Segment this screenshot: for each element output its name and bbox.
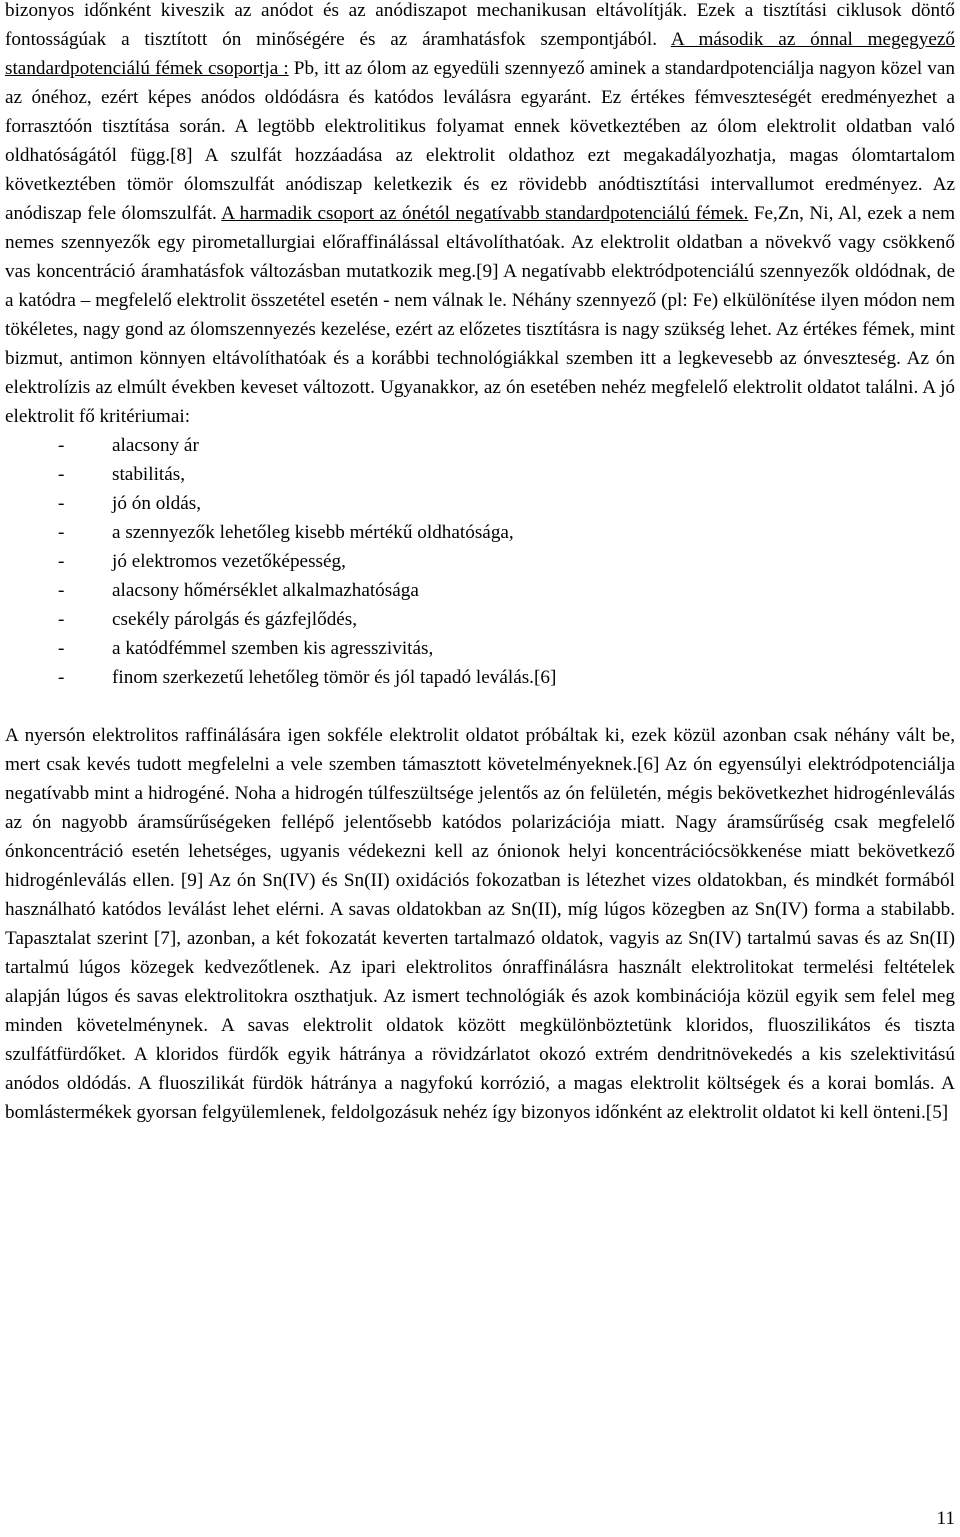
- second-group-heading: A második az ónnal megegyező standardpotenciálú fémek csoportja :: [5, 29, 955, 79]
- list-item-text: jó ón oldás,: [112, 493, 202, 514]
- list-item: [5, 576, 955, 605]
- list-item: [5, 431, 955, 460]
- list-item: [5, 663, 955, 692]
- list-item: [5, 605, 955, 634]
- list-dash: -: [58, 493, 65, 514]
- third-group-heading: A harmadik csoport az ónétól negatívabb standardpotenciálú fémek.: [221, 203, 749, 224]
- list-item-text: jó elektromos vezetőképesség,: [112, 551, 346, 572]
- list-item-text: csekély párolgás és gázfejlődés,: [112, 609, 358, 630]
- list-item-text: alacsony ár: [112, 435, 199, 456]
- list-dash: -: [58, 522, 65, 543]
- paragraph-text: bizonyos időnként kiveszik az anódot és az anódiszapot mechanikusan eltávolítják. Ezek a tisztítási ciklusok döntő fontosságúak a tisztított ón minőségére és az áramhatásfok szempontjából.: [5, 0, 955, 50]
- list-item-text: a katódfémmel szemben kis agresszivitás,: [112, 638, 434, 659]
- page-number: 11: [936, 1508, 955, 1529]
- list-item: [5, 489, 955, 518]
- list-dash: -: [58, 435, 65, 456]
- paragraph-text: Pb, itt az ólom az egyedüli szennyező aminek a standardpotenciálja nagyon közel van az ónéhoz, ezért képes anódos oldódásra és katódos leválásra egyaránt. Ez értékes fémveszteségét eredményezhet a forrasztóón tisztítása során. A legtöbb elektrolitikus folyamat ennek következtében az ólom elektrolit oldatban való oldhatóságától függ.[8] A szulfát hozzáadása az elektrolit oldathoz ezt megakadályozhatja, magas ólomtartalom következtében tömör ólomszulfát anódiszap keletkezik és ez rövidebb anódtisztítási intervallumot eredményez. Az anódiszap fele ólomszulfát.: [5, 58, 955, 224]
- electrolyte-criteria-list: [5, 431, 955, 692]
- list-dash: -: [58, 667, 65, 688]
- list-item-text: a szennyezők lehetőleg kisebb mértékű oldhatósága,: [112, 522, 514, 543]
- list-dash: -: [58, 638, 65, 659]
- paragraph-impurity-groups: [5, 0, 955, 431]
- list-dash: -: [58, 464, 65, 485]
- paragraph-raw-tin-refining: A nyersón elektrolitos raffinálására igen sokféle elektrolit oldatot próbáltak ki, ezek közül azonban csak néhány vált be, mert csak kevés tudott megfelelni a vele szemben támasztott követelményeknek.[6] Az ón egyensúlyi elektródpotenciálja negatívabb mint a hidrogéné. Noha a hidrogén túlfeszültsége jelentős az ón felületén, mégis bekövetkezhet hidrogénleválás az ón nagyobb áramsűrűségeken fellépő jelentősebb katódos polarizációja miatt. Nagy áramsűrűség csak megfelelő ónkoncentráció esetén lehetséges, ugyanis védekezni kell az ónionok helyi koncentrációcsökkenése miatt bekövetkező hidrogénleválás ellen. [9] Az ón Sn(IV) és Sn(II) oxidációs fokozatban is létezhet vizes oldatokban, és mindkét formából használható katódos leválást lehet elérni. A savas oldatokban az Sn(II), míg lúgos közegben az Sn(IV) forma a stabilabb. Tapasztalat szerint [7], azonban, a két fokozatát keverten tartalmazó oldatok, vagyis az Sn(IV) tartalmú savas és az Sn(II) tartalmú lúgos közegek kedvezőtlenek. Az ipari elektrolitos ónraffinálásra használt elektrolitokat termelési feltételek alapján lúgos és savas elektrolitokra oszthatjuk. Az ismert technológiák és azok kombinációja közül egyik sem felel meg minden követelménynek. A savas elektrolit oldatok között megkülönböztetünk kloridos, fluoszilikátos és tiszta szulfátfürdőket. A kloridos fürdők egyik hátránya a rövidzárlatot okozó extrém dendritnövekedés a kis szelektivitású anódos oldódás. A fluoszilikát fürdök hátránya a nagyfokú korrózió, a magas elektrolit költségek és a korai bomlás. A bomlástermékek gyorsan felgyülemlenek, feldolgozásuk nehéz így bizonyos időnként az elektrolit oldatot ki kell önteni.[5]: [5, 725, 955, 1123]
- list-item-text: stabilitás,: [112, 464, 186, 485]
- list-item: [5, 634, 955, 663]
- list-dash: -: [58, 580, 65, 601]
- list-item: [5, 518, 955, 547]
- document-page: [5, 0, 955, 1127]
- list-item: [5, 547, 955, 576]
- list-item-text: finom szerkezetű lehetőleg tömör és jól tapadó leválás.[6]: [112, 667, 557, 688]
- paragraph-text: Fe,Zn, Ni, Al, ezek a nem nemes szennyezők egy pirometallurgiai előraffinálással eltávolíthatóak. Az elektrolit oldatban a növekvő vagy csökkenő vas koncentráció áramhatásfok változásban mutatkozik meg.[9] A negatívabb elektródpotenciálú szennyezők oldódnak, de a katódra – megfelelő elektrolit összetétel esetén - nem válnak le. Néhány szennyező (pl: Fe) elkülönítése ilyen módon nem tökéletes, nagy gond az ólomszennyezés kezelése, ezért az előzetes tisztításra is nagy szükség lehet. Az értékes fémek, mint bizmut, antimon könnyen eltávolíthatóak és a korábbi technológiákkal szemben itt a legkevesebb az ónveszteség. Az ón elektrolízis az elmúlt években keveset változott. Ugyanakkor, az ón esetében nehéz megfelelő elektrolit oldatot találni. A jó elektrolit fő kritériumai:: [5, 203, 956, 427]
- list-dash: -: [58, 551, 65, 572]
- list-dash: -: [58, 609, 65, 630]
- list-item-text: alacsony hőmérséklet alkalmazhatósága: [112, 580, 419, 601]
- list-item: [5, 460, 955, 489]
- paragraph-spacer: [5, 692, 955, 721]
